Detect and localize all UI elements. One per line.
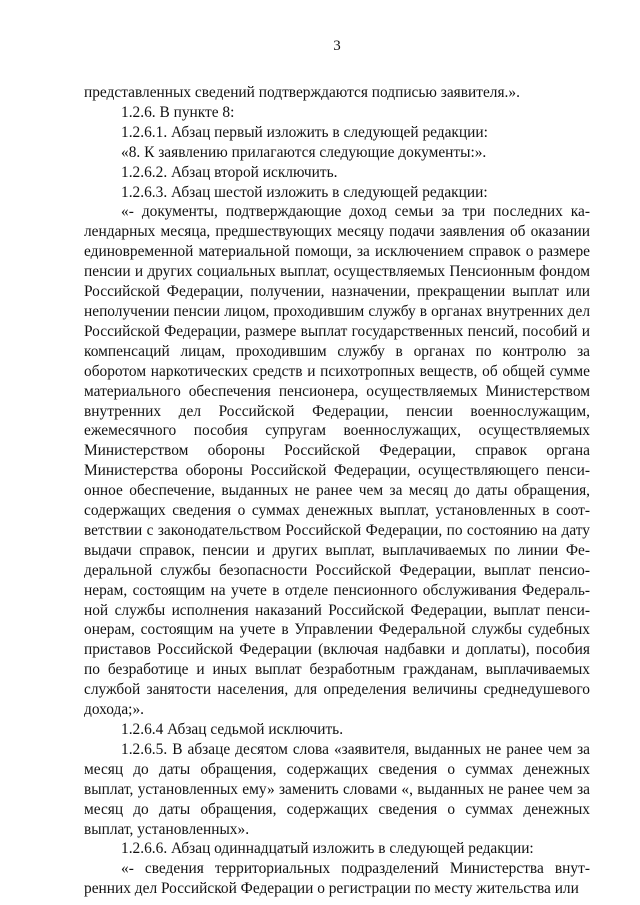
document-body [84,83,590,899]
paragraph-quote-8: «8. К заявлению прилагаются следующие документы:». [121,143,487,161]
paragraph-1-2-6-2: 1.2.6.2. Абзац второй исключить. [121,163,338,181]
paragraph-1-2-6-5: 1.2.6.5. В абзаце десятом слова «заявителя, выданных не ранее чем за месяц до даты обращения, содержащих сведения о суммах денежных выплат, установленных ему» заменить словами «, выданных не ранее чем за месяц до даты обращения, содержащих сведения о суммах денежных выплат, установленных». [84,740,590,838]
paragraph-documents-quote: «- документы, подтверждающие доход семьи за три последних календарных месяца, предшествующих месяцу подачи заявления об оказании единовременной материальной помощи, за исключением справок о размере пенсии и других социальных выплат, осуществляемых Пенсионным фондом Российской Федерации, получении, назначении, прекращении выплат или неполучении пенсии лицом, проходившим службу в органах внутренних дел Российской Федерации, размере выплат государственных пенсий, пособий и компенсаций лицам, проходившим службу в органах по контролю за оборотом наркотических средств и психотропных веществ, об общей сумме материального обеспечения пенсионера, осуществляемых Министерством внутренних дел Российской Федерации, пенсии военнослужащим, ежемесячного пособия супругам военнослужащих, осуществляемых Министерством обороны Российской Федерации, справок органа Министерства обороны Российской Федерации, осуществляющего пенсионное обеспечение, выданных не ранее чем за месяц до даты обращения, содержащих сведения о суммах денежных выплат, установленных в соответствии с законодательством Российской Федерации, по состоянию на дату выдачи справок, пенсии и других выплат, выплачиваемых по линии Федеральной службы безопасности Российской Федерации, выплат пенсионерам, состоящим на учете в отделе пенсионного обслуживания Федеральной службы исполнения наказаний Российской Федерации, выплат пенсионерам, состоящим на учете в Управлении Федеральной службы судебных приставов Российской Федерации (включая надбавки и доплаты), пособия по безработице и иных выплат безработным гражданам, выплачиваемых службой занятости населения, для определения величины среднедушевого дохода;». [84,203,590,719]
paragraph-1-2-6-3: 1.2.6.3. Абзац шестой изложить в следующей редакции: [121,183,488,201]
paragraph-info-quote: «- сведения территориальных подразделений Министерства внутренних дел Российской Федерации о регистрации по месту жительства или [84,860,590,898]
paragraph-1-2-6-4: 1.2.6.4 Абзац седьмой исключить. [121,721,344,738]
paragraph-1-2-6: 1.2.6. В пункте 8: [121,103,235,121]
paragraph-continuation: представленных сведений подтверждаются подписью заявителя.». [84,84,520,101]
paragraph-1-2-6-1: 1.2.6.1. Абзац первый изложить в следующей редакции: [121,123,488,141]
paragraph-1-2-6-6: 1.2.6.6. Абзац одиннадцатый изложить в следующей редакции: [121,840,534,858]
page-number: 3 [333,38,341,54]
